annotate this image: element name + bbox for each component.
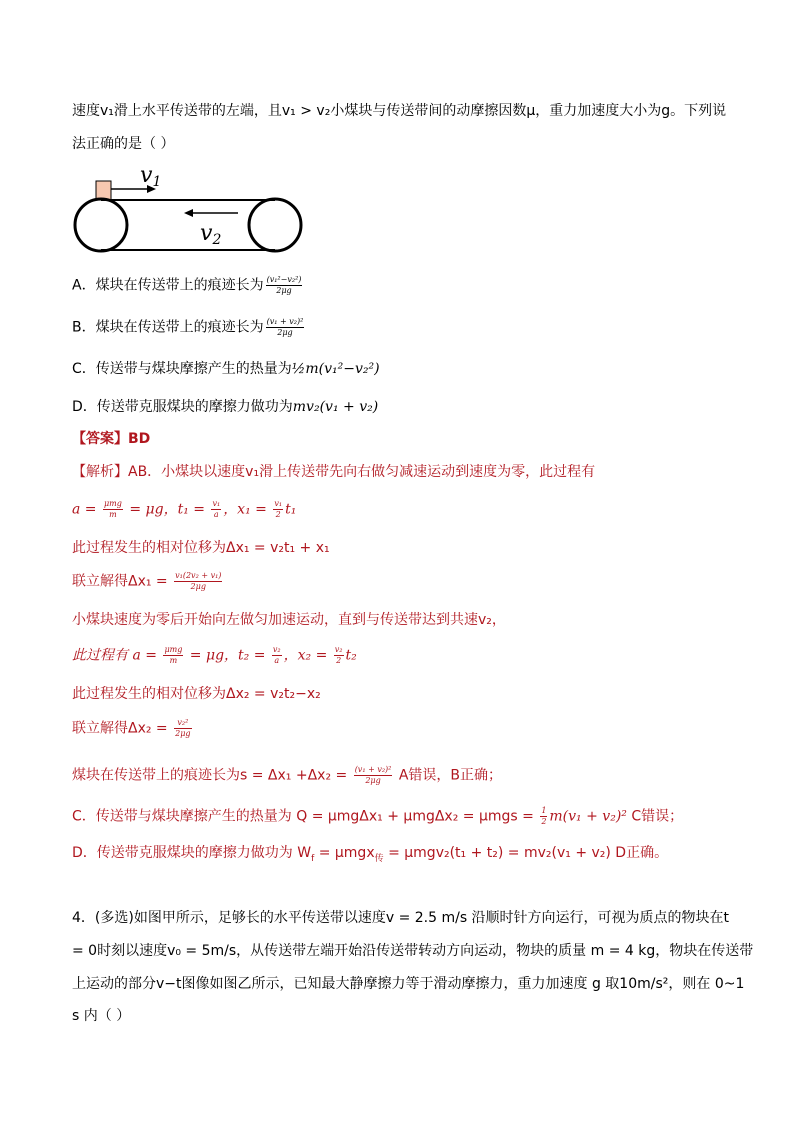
analysis-line-5: 小煤块速度为零后开始向左做匀加速运动，直到与传送带达到共速v₂， [72, 612, 506, 628]
answer: 【答案】BD [72, 431, 151, 447]
analysis-line-11: D．传送带克服煤块的摩擦力做功为 $W_f = \mu mgx_传 = \mu mgv_2(t_1 + t_2) = mv_2(v_1 + v_2)$ D正确。 [72, 845, 669, 864]
question-stem-line-2: 法正确的是（ ） [72, 136, 175, 152]
option-a: A．煤块在传送带上的痕迹长为 $\frac{\text{(v₁²−v₂²)}}{2\mu g}$ [72, 275, 302, 295]
analysis-line-10: C．传送带与煤块摩擦产生的热量为 Q = μmgΔx₁ + μmgΔx₂ = μmgs = $\frac{1}{2}$ m(v₁ + v₂)² C错误； [72, 806, 684, 826]
analysis-line-2: a = $\frac{\text{μmg}}{m}$ = μg，t₁ = $\frac{\text{v₁}}{a}$ ，x₁ = $\frac{\text{v₁}}{2}$ t₁ [72, 499, 297, 519]
analysis-line-3: 此过程发生的相对位移为Δx₁ = v₂t₁ + x₁ [72, 540, 330, 556]
analysis-line-4: 联立解得Δx₁ = $\frac{\text{v₁(2v₂ + v₁)}}{2\mu g}$ [72, 571, 222, 591]
arrow-v2-head [184, 209, 193, 217]
analysis-line-1: 【解析】AB．小煤块以速度v₁滑上传送带先向右做匀减速运动到速度为零，此过程有 [72, 464, 596, 480]
question-4-line-4: s 内（ ） [72, 1008, 131, 1024]
question-4-line-3: 上运动的部分v−t图像如图乙所示，已知最大静摩擦力等于滑动摩擦力，重力加速度 g 取10m/s²，则在 0~1 [72, 976, 745, 992]
option-c: C．传送带与煤块摩擦产生的热量为½m(v₁²−v₂²) [72, 361, 380, 377]
question-4-line-1: 4．(多选)如图甲所示，足够长的水平传送带以速度v = 2.5 m/s 沿顺时针方向运行，可视为质点的物块在t [72, 910, 730, 926]
analysis-line-9: 煤块在传送带上的痕迹长为s = Δx₁ +Δx₂ = $\frac{\text{(v₁ + v₂)²}}{2\mu g}$ A错误，B正确； [72, 765, 503, 785]
analysis-line-8: 联立解得Δx₂ = $\frac{\text{v₂²}}{2\mu g}$ [72, 718, 191, 738]
question-stem-line-1: 速度v₁滑上水平传送带的左端，且v₁ > v₂小煤块与传送带间的动摩擦因数μ，重力加速度大小为g。下列说 [72, 103, 727, 119]
label-v1: v1 [140, 168, 162, 190]
label-v2: v2 [200, 221, 222, 248]
analysis-line-6: 此过程有 a = $\frac{\text{μmg}}{m}$ = μg，t₂ = $\frac{\text{v₂}}{a}$ ，x₂ = $\frac{\text{v₂}}{2}$ t₂ [72, 645, 357, 665]
left-roller [75, 199, 127, 251]
option-d: D．传送带克服煤块的摩擦力做功为mv₂(v₁ + v₂) [72, 399, 379, 415]
question-4-line-2: = 0时刻以速度v₀ = 5m/s，从传送带左端开始沿传送带转动方向运动，物块的质量 m = 4 kg，物块在传送带 [72, 943, 754, 959]
analysis-line-7: 此过程发生的相对位移为Δx₂ = v₂t₂−x₂ [72, 686, 321, 702]
right-roller [249, 199, 301, 251]
coal-block [96, 181, 111, 200]
conveyor-belt-diagram [72, 168, 307, 260]
option-b: B．煤块在传送带上的痕迹长为 $\frac{\text{(v₁ + v₂)²}}{2\mu g}$ [72, 317, 304, 337]
